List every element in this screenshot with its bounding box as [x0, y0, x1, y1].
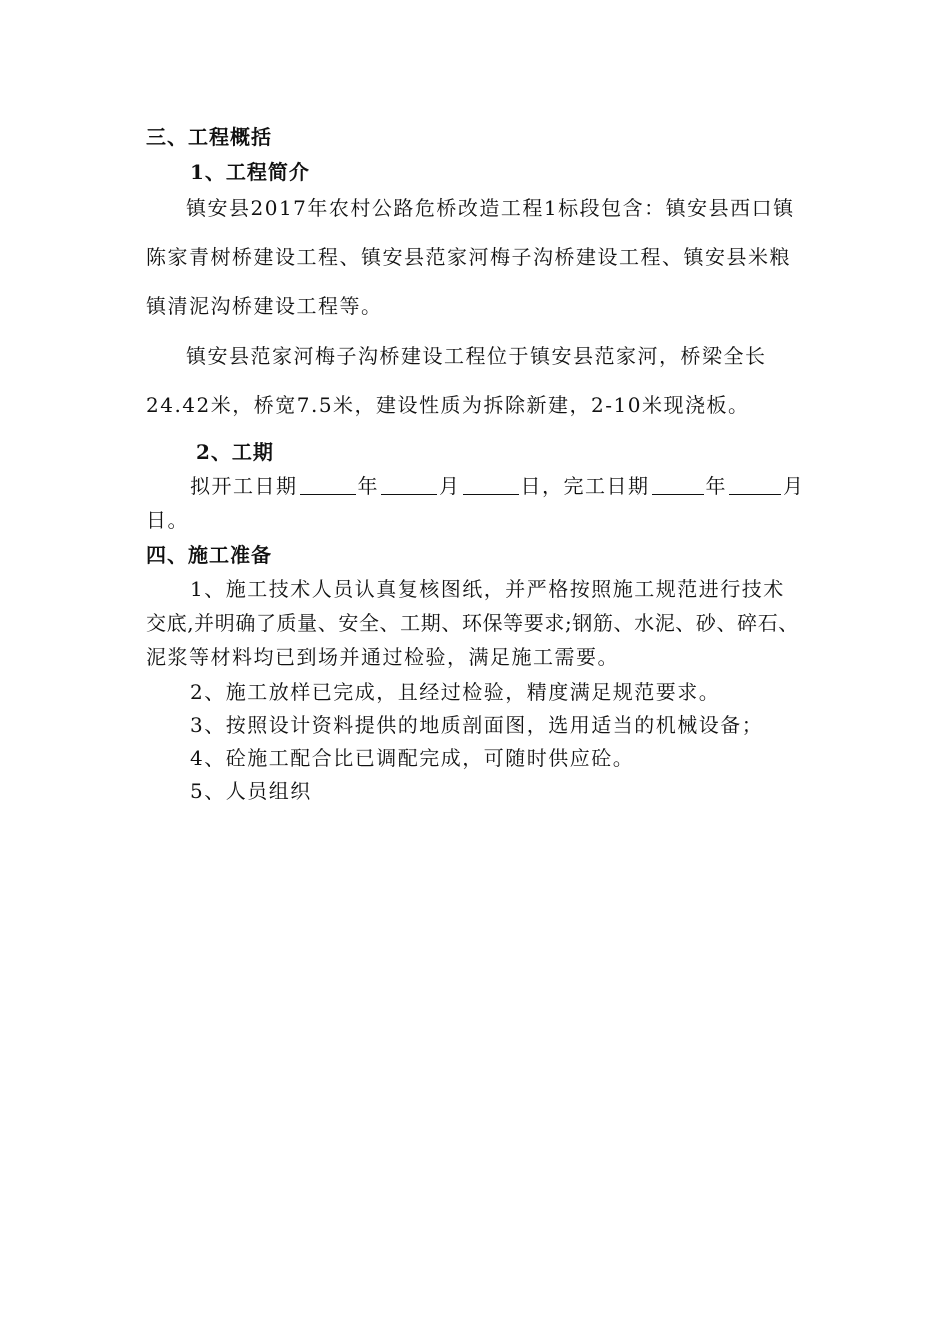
paragraph-2-line-1: 镇安县范家河梅子沟桥建设工程位于镇安县范家河，桥梁全长 [186, 344, 767, 368]
paragraph-1-line-3: 镇清泥沟桥建设工程等。 [146, 294, 383, 318]
prep-item-3: 3、按照设计资料提供的地质剖面图，选用适当的机械设备； [190, 713, 764, 737]
end-month-blank[interactable] [729, 474, 781, 495]
end-year-blank[interactable] [652, 474, 704, 495]
prep-item-1-line-3: 泥浆等材料均已到场并通过检验，满足施工需要。 [146, 645, 619, 669]
paragraph-1-line-1: 镇安县2017年农村公路危桥改造工程1标段包含：镇安县西口镇 [186, 196, 795, 220]
paragraph-1-line-2: 陈家青树桥建设工程、镇安县范家河梅子沟桥建设工程、镇安县米粮 [146, 245, 791, 269]
start-day-blank[interactable] [463, 474, 519, 495]
start-month-blank[interactable] [381, 474, 437, 495]
year-label-2: 年 [705, 474, 727, 498]
prep-item-5: 5、人员组织 [190, 779, 312, 803]
month-label: 月 [439, 474, 461, 498]
day-label: 日， [520, 474, 564, 498]
section-3-heading: 三、工程概括 [146, 125, 272, 149]
schedule-line [190, 474, 950, 498]
prep-item-4: 4、砼施工配合比已调配完成，可随时供应砼。 [190, 746, 635, 770]
start-year-blank[interactable] [300, 474, 356, 495]
paragraph-2-line-2: 24.42米，桥宽7.5米，建设性质为拆除新建，2-10米现浇板。 [146, 393, 750, 417]
subsection-project-intro: 1、工程简介 [190, 160, 310, 184]
month-label-2: 月 [783, 474, 805, 498]
schedule-line-end: 日。 [146, 508, 189, 532]
section-4-heading: 四、施工准备 [146, 543, 272, 567]
prep-item-2: 2、施工放样已完成，且经过检验，精度满足规范要求。 [190, 680, 721, 704]
year-label: 年 [357, 474, 379, 498]
subsection-schedule: 2、工期 [196, 440, 274, 464]
prep-item-1-line-2: 交底,并明确了质量、安全、工期、环保等要求;钢筋、水泥、砂、碎石、 [146, 611, 799, 635]
start-date-label: 拟开工日期 [190, 474, 298, 498]
end-date-label: 完工日期 [563, 474, 650, 498]
prep-item-1-line-1: 1、施工技术人员认真复核图纸，并严格按照施工规范进行技术 [190, 577, 785, 601]
